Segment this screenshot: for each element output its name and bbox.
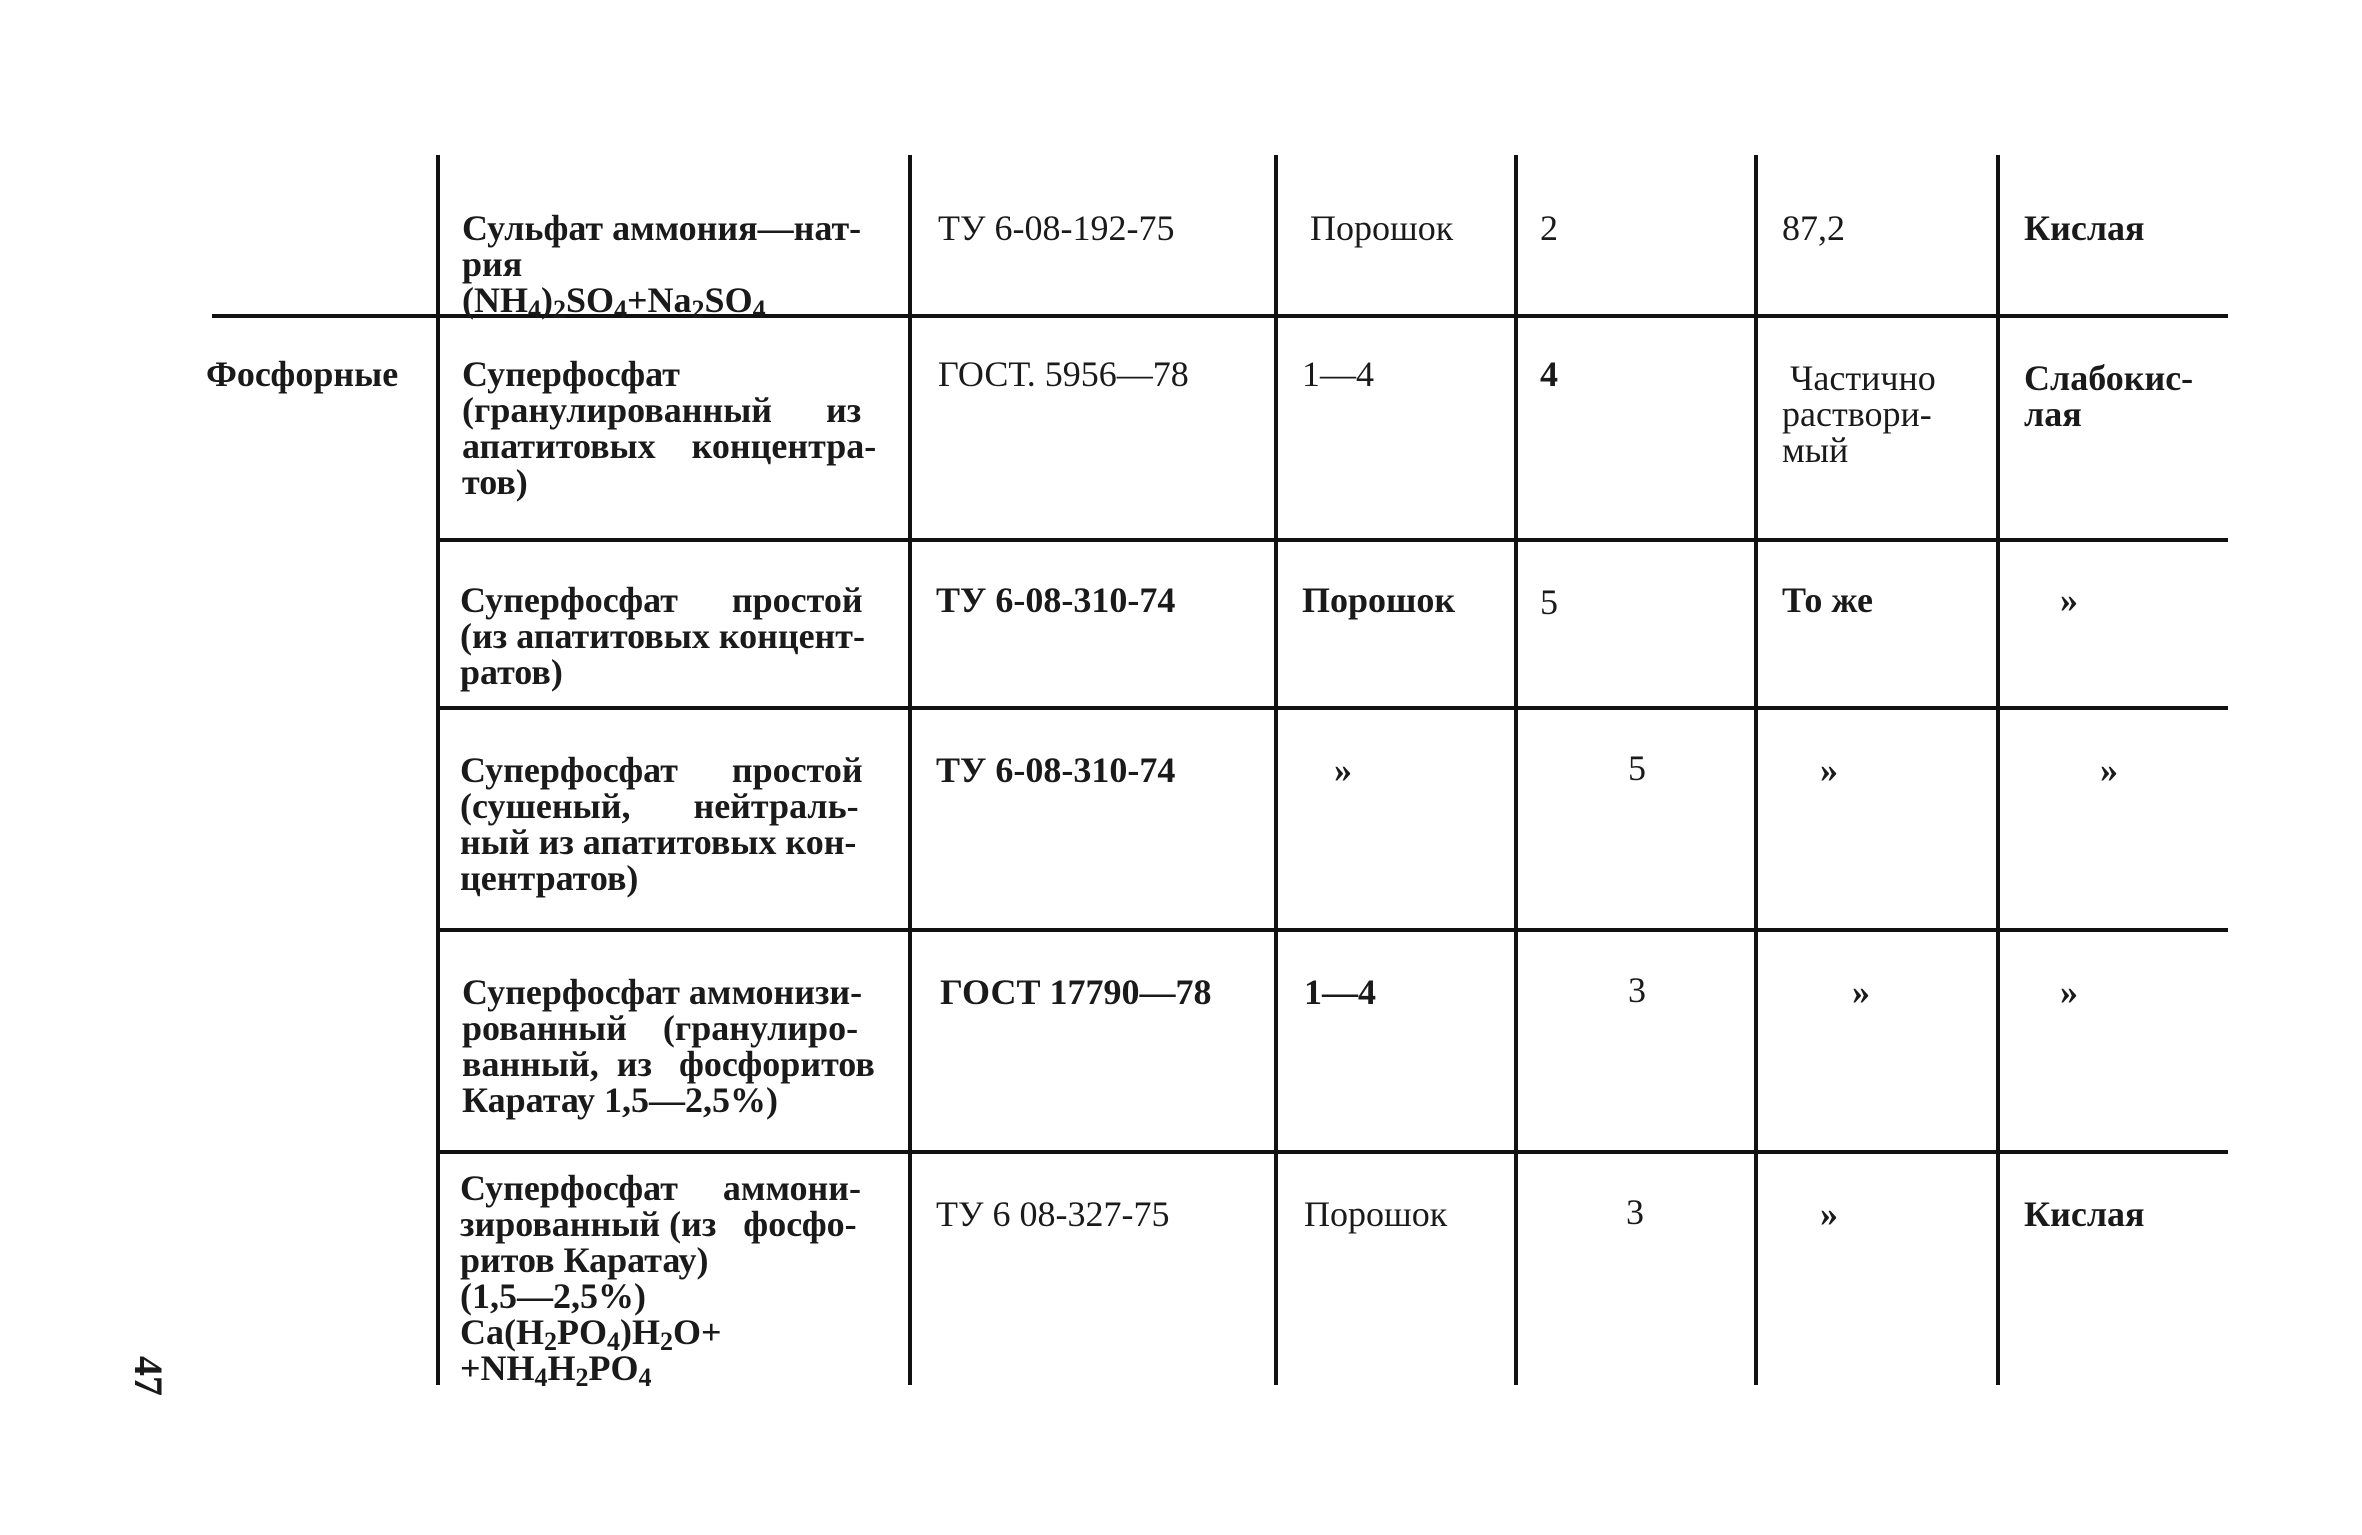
row2-col5-line3: мый bbox=[1782, 430, 1849, 470]
row2-col6-line2: лая bbox=[2024, 394, 2082, 434]
col-line-3 bbox=[1514, 155, 1518, 1385]
row6-name-line4: (1,5—2,5%) bbox=[460, 1276, 646, 1316]
row3-standard: ТУ 6-08-310-74 bbox=[936, 580, 1176, 620]
row3-name-line1: Суперфосфат простой bbox=[460, 580, 863, 620]
row5-col4: 3 bbox=[1628, 970, 1646, 1010]
row-sep-2 bbox=[440, 538, 2228, 542]
row5-col6: » bbox=[2060, 972, 2078, 1012]
col-line-1 bbox=[908, 155, 912, 1385]
row3-form: Порошок bbox=[1302, 580, 1456, 620]
row4-form: » bbox=[1334, 750, 1352, 790]
row4-name-line3: ный из апатитовых кон- bbox=[460, 822, 857, 862]
row6-form: Порошок bbox=[1304, 1194, 1448, 1234]
row1-formula: $(NH_4)_2SO_4+Na_2SO_4$ bbox=[462, 280, 766, 324]
row2-name-line3: апатитовых концентра- bbox=[462, 426, 877, 466]
row4-col6: » bbox=[2100, 750, 2118, 790]
page-number: 47 bbox=[126, 1356, 171, 1396]
row3-col4: 5 bbox=[1540, 582, 1558, 622]
row6-col4: 3 bbox=[1626, 1192, 1644, 1232]
row4-name-line4: центратов) bbox=[460, 858, 639, 898]
col-line-left bbox=[436, 155, 440, 1385]
col-line-4 bbox=[1754, 155, 1758, 1385]
row2-name-line4: тов) bbox=[462, 462, 528, 502]
row6-col6: Кислая bbox=[2024, 1194, 2145, 1234]
row-sep-3 bbox=[440, 706, 2228, 710]
row2-col5-line2: раствори- bbox=[1782, 394, 1932, 434]
row1-col6: Кислая bbox=[2024, 208, 2145, 248]
row2-col6-line1: Слабокис- bbox=[2024, 358, 2194, 398]
row2-name-line2: (гранулированный из bbox=[462, 390, 862, 430]
row3-name-line3: ратов) bbox=[460, 652, 563, 692]
row6-standard: ТУ 6 08-327-75 bbox=[936, 1194, 1170, 1234]
row6-col5: » bbox=[1820, 1194, 1838, 1234]
row6-name-line1: Суперфосфат аммони- bbox=[460, 1168, 861, 1208]
row2-col5-line1: Частично bbox=[1790, 358, 1936, 398]
row4-name-line1: Суперфосфат простой bbox=[460, 750, 863, 790]
row1-col4: 2 bbox=[1540, 208, 1558, 248]
row1-col5: 87,2 bbox=[1782, 208, 1845, 248]
row2-name-line1: Суперфосфат bbox=[462, 354, 680, 394]
row-sep-4 bbox=[440, 928, 2228, 932]
row2-form: 1—4 bbox=[1302, 354, 1374, 394]
row-sep-5 bbox=[440, 1150, 2228, 1154]
row3-name-line2: (из апатитовых концент- bbox=[460, 616, 865, 656]
row5-form: 1—4 bbox=[1304, 972, 1376, 1012]
col-line-2 bbox=[1274, 155, 1278, 1385]
row3-col5: То же bbox=[1782, 580, 1874, 620]
row5-standard: ГОСТ 17790—78 bbox=[940, 972, 1212, 1012]
col-line-5 bbox=[1996, 155, 2000, 1385]
row6-name-line2: зированный (из фосфо- bbox=[460, 1204, 857, 1244]
row4-col5: » bbox=[1820, 750, 1838, 790]
row5-name-line1: Суперфосфат аммонизи- bbox=[462, 972, 863, 1012]
row1-form: Порошок bbox=[1310, 208, 1454, 248]
group-label: Фосфорные bbox=[206, 354, 399, 394]
row3-col6: » bbox=[2060, 580, 2078, 620]
row1-name-line2: рия bbox=[462, 244, 523, 284]
row5-name-line3: ванный, из фосфоритов bbox=[462, 1044, 875, 1084]
row1-standard: ТУ 6-08-192-75 bbox=[938, 208, 1175, 248]
row6-formula-line1: $Ca(H_2PO_4)H_2O+$ bbox=[460, 1312, 722, 1356]
row6-formula-line2: $+NH_4H_2PO_4$ bbox=[460, 1348, 652, 1392]
row4-name-line2: (сушеный, нейтраль- bbox=[460, 786, 859, 826]
row6-name-line3: ритов Каратау) bbox=[460, 1240, 709, 1280]
row5-name-line2: рованный (гранулиро- bbox=[462, 1008, 859, 1048]
row2-standard: ГОСТ. 5956—78 bbox=[938, 354, 1189, 394]
row4-col4: 5 bbox=[1628, 748, 1646, 788]
row4-standard: ТУ 6-08-310-74 bbox=[936, 750, 1176, 790]
row5-col5: » bbox=[1852, 972, 1870, 1012]
row1-name-line1: Сульфат аммония—нат- bbox=[462, 208, 862, 248]
row5-name-line4: Каратау 1,5—2,5%) bbox=[462, 1080, 779, 1120]
row2-col4: 4 bbox=[1540, 354, 1558, 394]
